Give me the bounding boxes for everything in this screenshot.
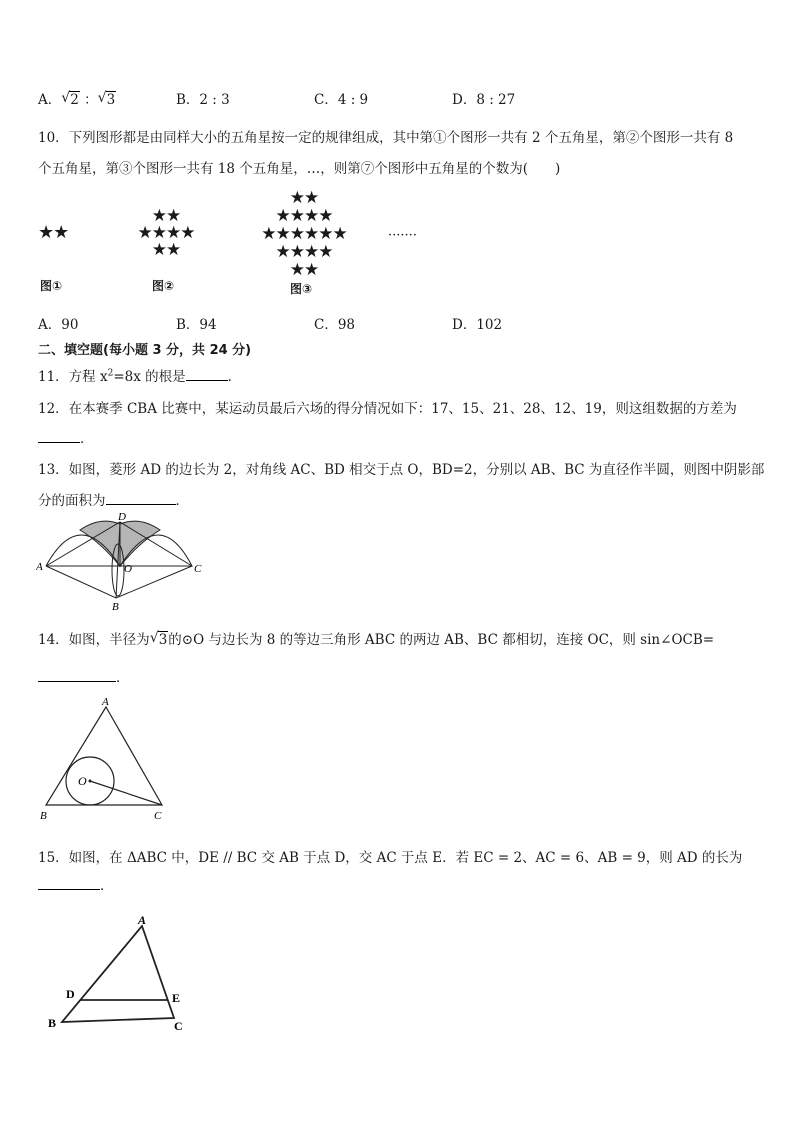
q15-triangle-figure xyxy=(40,910,200,1040)
q15-text-line1: 15．如图，在 ΔABC 中，DE // BC 交 AB 于点 D，交 AC 于点 E．若 EC = 2、AC = 6、AB = 9，则 AD 的长为 xyxy=(38,850,743,866)
q10-figure-1-label: 图① xyxy=(40,279,63,293)
q11-answer-blank[interactable] xyxy=(186,368,228,381)
label-o: O xyxy=(124,563,132,575)
q14-text-line1 xyxy=(38,628,714,648)
label-a: A xyxy=(102,696,109,708)
segment-oc xyxy=(90,781,162,805)
triangle-abc xyxy=(46,707,162,805)
q13-end: ． xyxy=(175,493,189,509)
shaded-region-left xyxy=(80,521,120,566)
label-o: O xyxy=(78,774,87,788)
q10-option-a: A．90 xyxy=(38,317,79,333)
star-row: ★★★★★★ xyxy=(261,224,347,244)
q11-text xyxy=(38,365,241,385)
q9-option-a-prefix: A． xyxy=(38,92,62,108)
q12-answer-line xyxy=(38,427,94,447)
q11-suffix: =8x 的根是 xyxy=(113,369,186,385)
label-d: D xyxy=(66,987,75,1001)
section-title: 二、填空题(每小题 3 分，共 24 分) xyxy=(38,343,252,358)
sqrt-symbol: √ 3 xyxy=(97,90,116,108)
star-row: ★★ xyxy=(289,260,319,280)
q10-option-d: D．102 xyxy=(452,317,503,333)
q9-separator: ： xyxy=(84,92,98,108)
sqrt-symbol: √ 2 xyxy=(61,90,79,108)
label-a: A xyxy=(36,561,43,573)
q9-option-b: B．2 : 3 xyxy=(176,92,230,108)
q12-answer-blank[interactable] xyxy=(38,430,80,443)
q9-radicand-1: 2 xyxy=(70,92,79,108)
q9-option-c: C．4 : 9 xyxy=(314,92,369,108)
label-c: C xyxy=(154,810,162,822)
q12-text-line1: 12．在本赛季 CBA 比赛中，某运动员最后六场的得分情况如下：17、15、21、28、12、19，则这组数据的方差为 xyxy=(38,401,737,417)
q10-text-line2: 个五角星，第③个图形一共有 18 个五角星，…，则第⑦个图形中五角星的个数为( ) xyxy=(38,161,561,177)
q11-superscript: 2 xyxy=(107,368,114,379)
triangle-abc xyxy=(62,926,174,1022)
q9-option-d: D．8 : 27 xyxy=(452,92,516,108)
label-b: B xyxy=(40,810,47,822)
q13-rhombus-figure xyxy=(36,510,206,615)
q9-option-a xyxy=(38,88,116,108)
q15-answer-blank[interactable] xyxy=(38,877,100,890)
label-d: D xyxy=(118,511,126,523)
label-a: A xyxy=(138,913,147,927)
q14-suffix: 的⊙O 与边长为 8 的等边三角形 ABC 的两边 AB、BC 都相切，连接 OC，则 sin∠OCB= xyxy=(168,632,715,648)
label-c: C xyxy=(194,563,202,575)
q15-end: ． xyxy=(100,878,114,894)
q14-radicand: 3 xyxy=(158,632,168,648)
star-row: ★★ xyxy=(151,206,181,226)
q13-answer-blank[interactable] xyxy=(106,492,176,505)
q14-answer-line xyxy=(38,666,130,686)
shaded-region-right xyxy=(120,521,160,566)
q10-ellipsis: ······· xyxy=(388,228,417,243)
q15-answer-line xyxy=(38,874,114,894)
q14-triangle-figure xyxy=(36,695,176,825)
q12-end: ． xyxy=(80,431,94,447)
star-row: ★★ xyxy=(151,240,181,260)
q13-prefix: 分的面积为 xyxy=(38,493,106,509)
q10-figure-3 xyxy=(258,189,350,279)
sqrt-symbol: √ 3 xyxy=(149,630,168,648)
star-row: ★★★★ xyxy=(275,242,333,262)
q10-figure-3-label: 图③ xyxy=(290,282,313,296)
q10-figure-2 xyxy=(136,208,196,259)
q10-figure-1 xyxy=(38,224,68,242)
q10-figure-2-label: 图② xyxy=(152,279,175,293)
star-row: ★★★★ xyxy=(275,206,333,226)
label-b: B xyxy=(112,601,119,613)
q13-text-line1: 13．如图，菱形 AD 的边长为 2，对角线 AC、BD 相交于点 O，BD=2，分别以 AB、BC 为直径作半圆，则图中阴影部 xyxy=(38,462,765,478)
star-row: ★★ xyxy=(38,222,69,243)
q14-prefix: 14．如图，半径为 xyxy=(38,632,150,648)
q11-prefix: 11．方程 x xyxy=(38,369,108,385)
q14-answer-blank[interactable] xyxy=(38,669,116,682)
star-row: ★★ xyxy=(289,188,319,208)
label-c: C xyxy=(174,1019,183,1033)
q13-text-line2 xyxy=(38,489,189,509)
star-row: ★★★★ xyxy=(137,223,195,243)
q10-option-b: B．94 xyxy=(176,317,217,333)
label-b: B xyxy=(48,1016,57,1030)
q10-option-c: C．98 xyxy=(314,317,356,333)
center-point xyxy=(89,780,92,783)
q11-end: ． xyxy=(227,369,242,385)
q9-radicand-2: 3 xyxy=(106,92,116,108)
label-e: E xyxy=(172,991,181,1005)
q14-end: ． xyxy=(116,670,130,686)
q10-text-line1: 10．下列图形都是由同样大小的五角星按一定的规律组成，其中第①个图形一共有 2 个五角星，第②个图形一共有 8 xyxy=(38,130,734,146)
